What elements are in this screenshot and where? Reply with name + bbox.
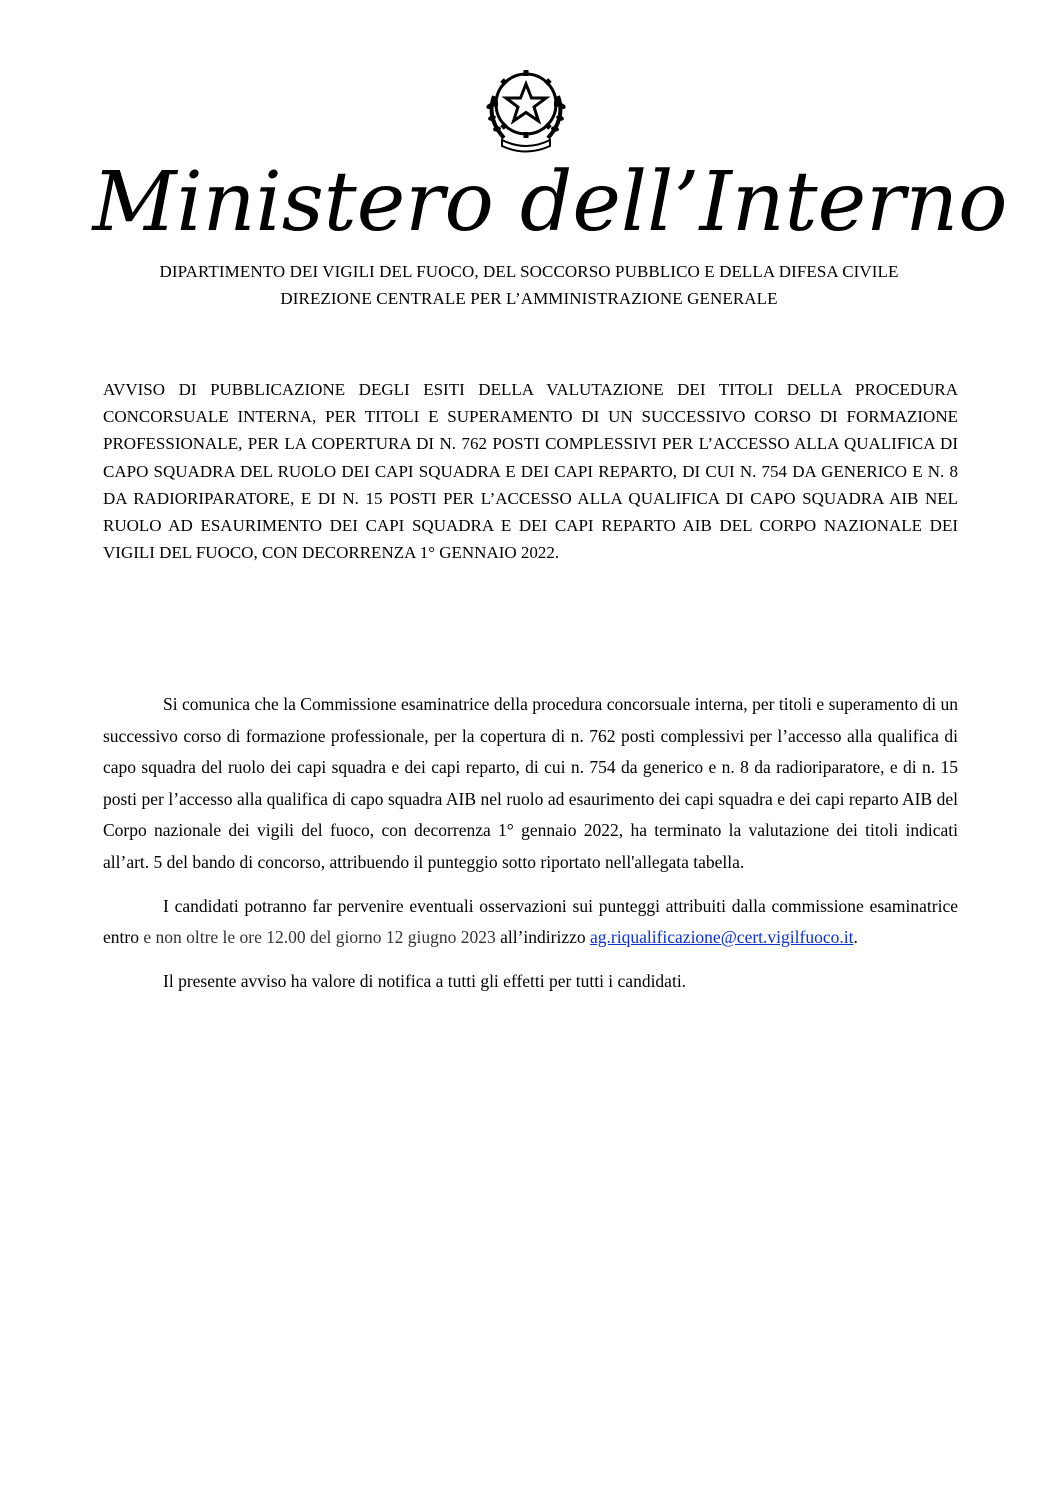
body-paragraph-1: Si comunica che la Commissione esaminatrice della procedura concorsuale interna, per titoli e superamento di un successivo corso di formazione professionale, per la copertura di n. 762 posti complessivi per l’accesso alla qualifica di capo squadra del ruolo dei capi squadra e dei capi reparto, di cui n. 754 da generico e n. 8 da radioriparatore, e di n. 15 posti per l’accesso alla qualifica di capo squadra AIB nel ruolo ad esaurimento dei capi squadra e dei capi reparto AIB del Corpo nazionale dei vigili del fuoco, con decorrenza 1° gennaio 2022, ha terminato la valutazione dei titoli indicati all’art. 5 del bando di concorso, attribuendo il punteggio sotto riportato nell'allegata tabella. bbox=[103, 694, 958, 872]
ministry-logo bbox=[92, 148, 1008, 258]
email-link[interactable]: ag.riqualificazione@cert.vigilfuoco.it bbox=[590, 927, 854, 948]
ministry-name: Ministero dell’Interno bbox=[92, 155, 1008, 250]
department-name: DIPARTIMENTO DEI VIGILI DEL FUOCO, DEL SOCCORSO PUBBLICO E DELLA DIFESA CIVILE bbox=[159, 262, 899, 281]
notice-body bbox=[103, 689, 958, 1009]
italian-republic-emblem-icon bbox=[476, 56, 576, 156]
directorate-name: DIREZIONE CENTRALE PER L’AMMINISTRAZIONE GENERALE bbox=[280, 289, 778, 308]
body-paragraph-2 bbox=[103, 891, 958, 954]
paragraph-2-start: I candidati potranno far pervenire eventuali osservazioni sui punteggi attribuiti dalla commissione esaminatrice entro bbox=[103, 895, 958, 948]
paragraph-2-end: . bbox=[853, 927, 858, 948]
body-paragraph-3: Il presente avviso ha valore di notifica a tutti gli effetti per tutti i candidati. bbox=[163, 970, 687, 991]
notice-title: AVVISO DI PUBBLICAZIONE DEGLI ESITI DELLA VALUTAZIONE DEI TITOLI DELLA PROCEDURA CONCORSUALE INTERNA, PER TITOLI E SUPERAMENTO DI UN SUCCESSIVO CORSO DI FORMAZIONE PROFESSIONALE, PER LA COPERTURA DI N. 762 POSTI COMPLESSIVI PER L’ACCESSO ALLA QUALIFICA DI CAPO SQUADRA DEL RUOLO DEI CAPI SQUADRA E DEI CAPI REPARTO, DI CUI N. 754 DA GENERICO E N. 8 DA RADIORIPARATORE, E DI N. 15 POSTI PER L’ACCESSO ALLA QUALIFICA DI CAPO SQUADRA AIB NEL RUOLO AD ESAURIMENTO DEI CAPI SQUADRA E DEI CAPI REPARTO AIB DEL CORPO NAZIONALE DEI VIGILI DEL FUOCO, CON DECORRENZA 1° GENNAIO 2022. bbox=[103, 380, 958, 563]
paragraph-2-address-intro: all’indirizzo bbox=[500, 927, 590, 948]
submission-deadline: e non oltre le ore 12.00 del giorno 12 giugno 2023 bbox=[138, 927, 501, 948]
